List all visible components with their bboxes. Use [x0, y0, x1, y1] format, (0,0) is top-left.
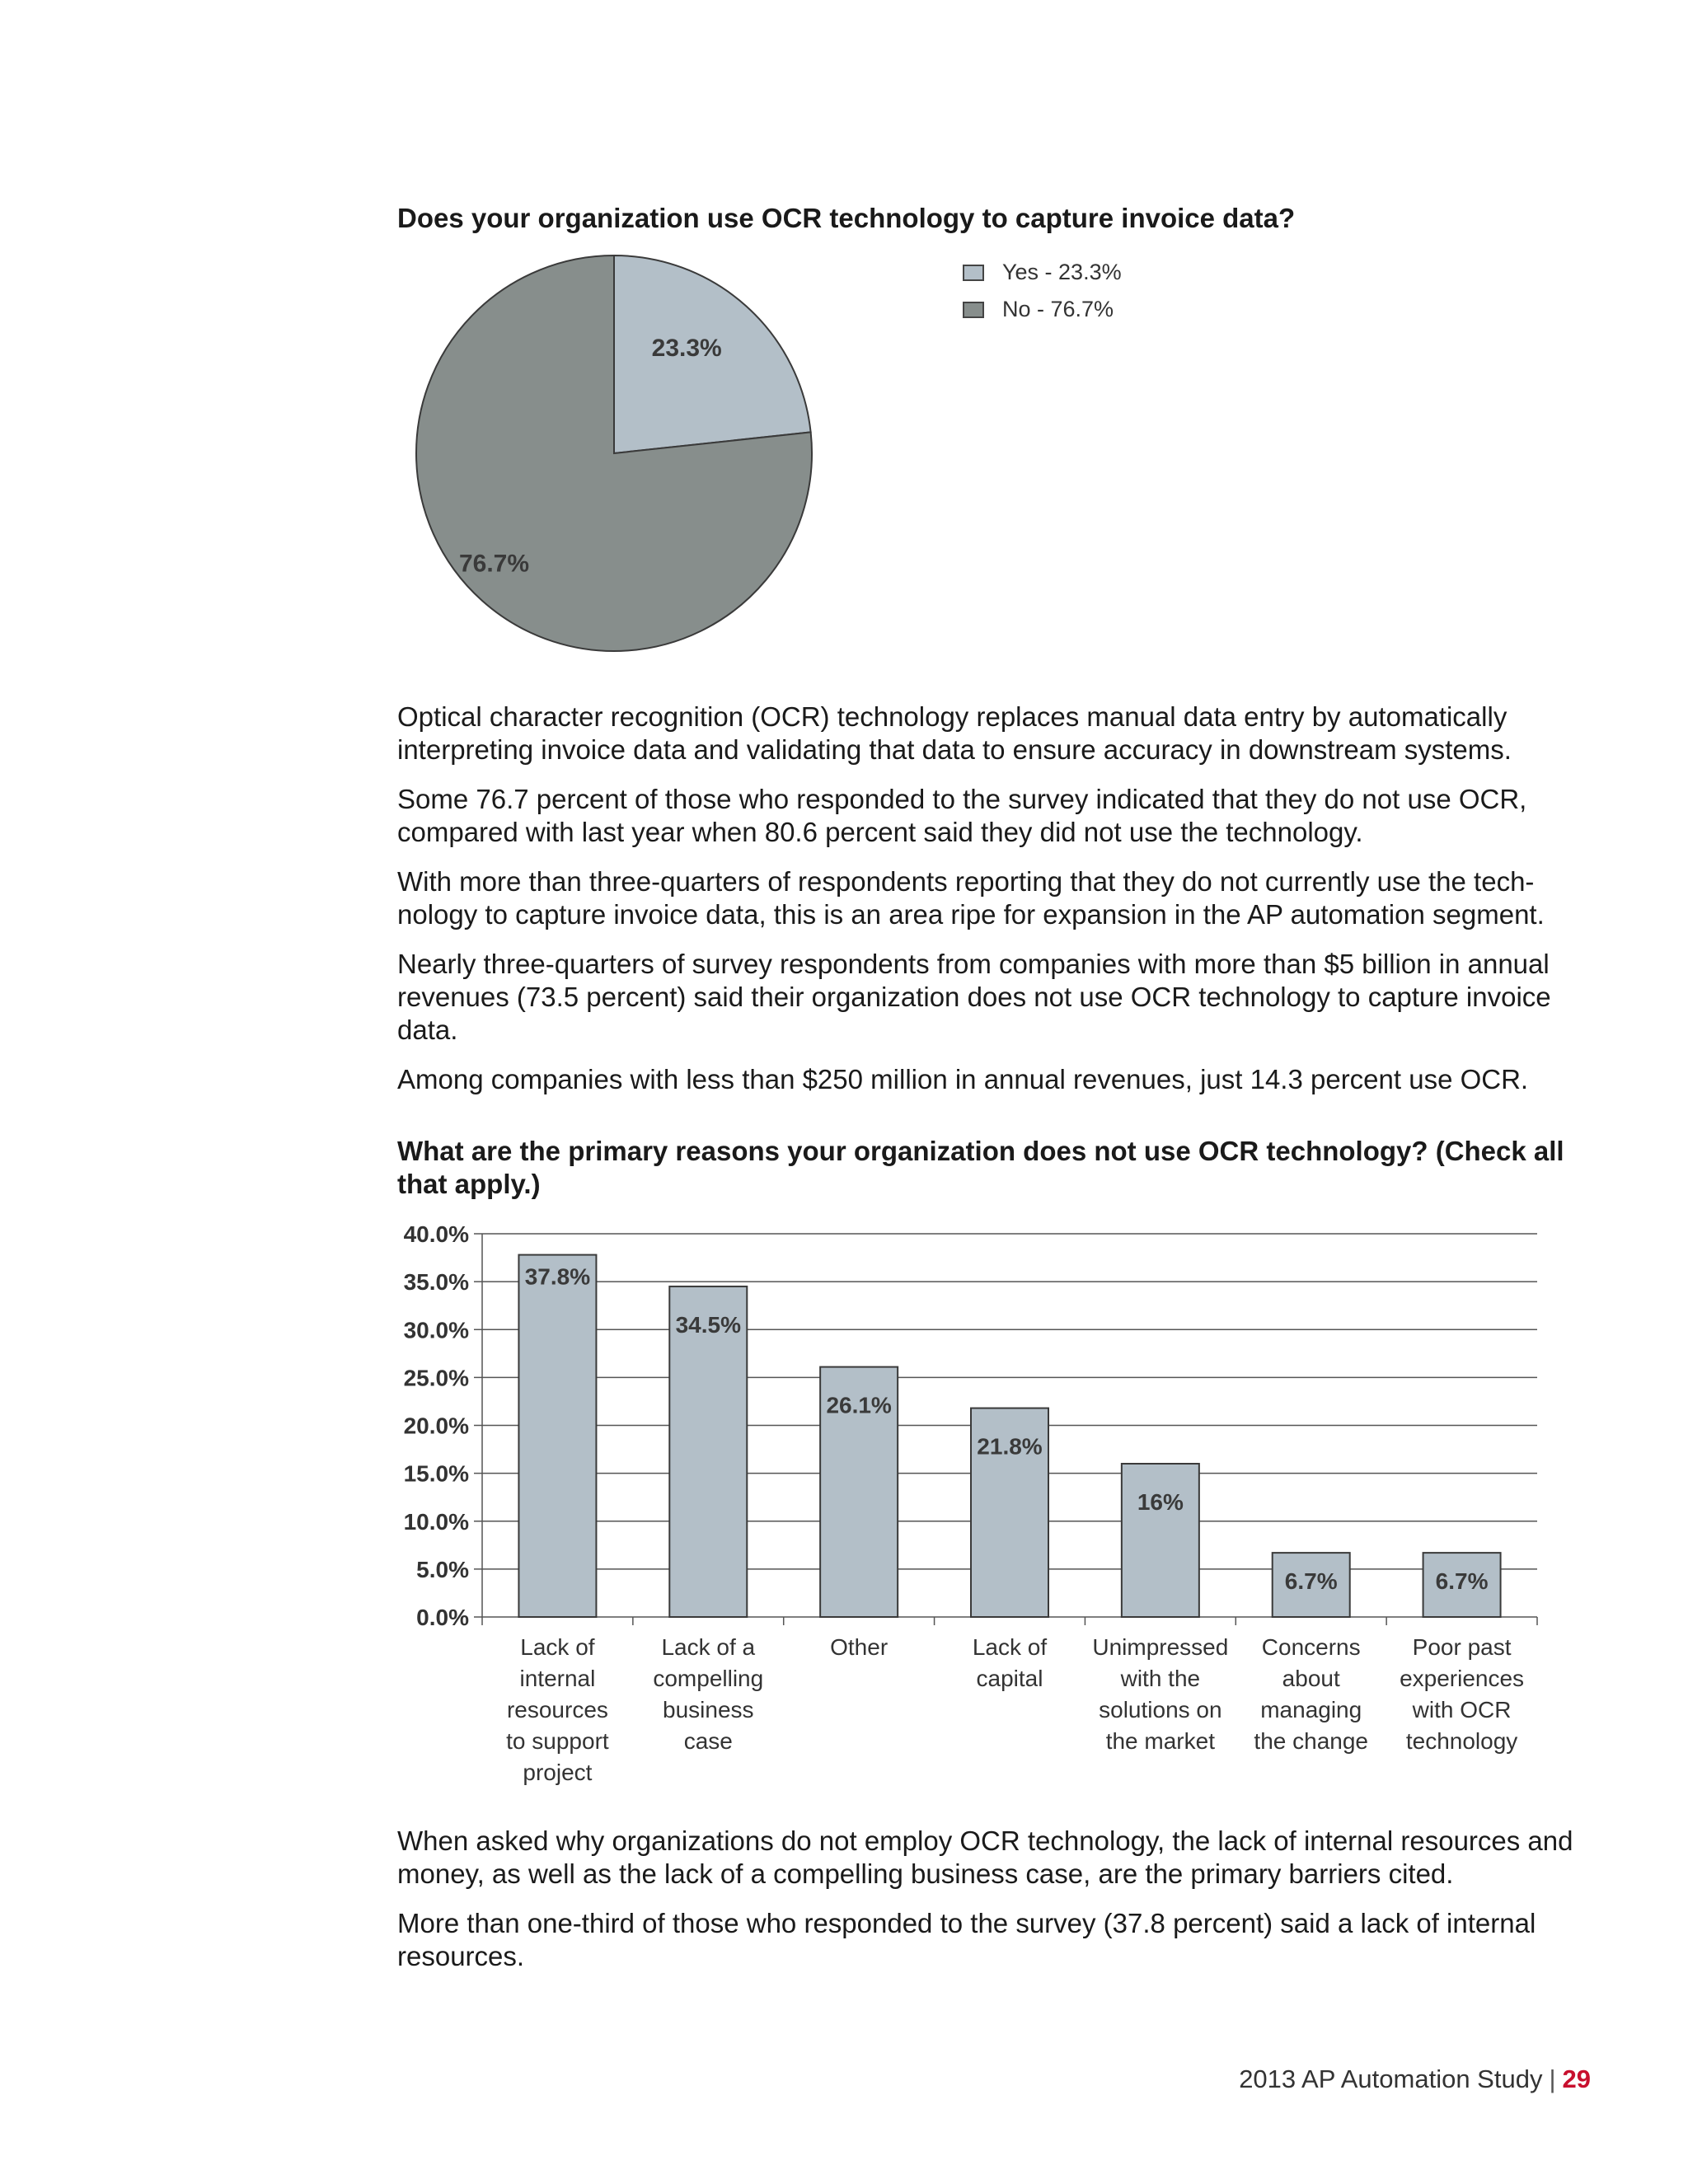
- paragraph: Among companies with less than $250 million in annual revenues, just 14.3 percent use OCR.: [397, 1064, 1529, 1094]
- body-text-section-2: [397, 1825, 1592, 1990]
- x-category-label-line: to support: [506, 1728, 609, 1754]
- paragraph: With more than three-quarters of respondents reporting that they do not currently use the technology to capture invoice data, this is an area ripe for expansion in the AP automation segment.: [397, 866, 1545, 930]
- bar-data-label: 16%: [1137, 1489, 1184, 1515]
- x-category-label-line: experiences: [1400, 1666, 1525, 1691]
- pie-data-label-no: 76.7%: [458, 550, 530, 578]
- x-category-label-line: case: [683, 1728, 733, 1754]
- y-tick-label: 5.0%: [416, 1556, 469, 1582]
- x-category-label: [1092, 1634, 1228, 1754]
- x-category-label-line: Lack of a: [661, 1634, 756, 1660]
- legend-label-yes: Yes - 23.3%: [1002, 260, 1122, 284]
- page-footer: [1239, 2064, 1591, 2094]
- paragraph: Some 76.7 percent of those who responded to the survey indicated that they do not use OCR, compared with last year when 80.6 percent said they did not use the technology.: [397, 784, 1527, 847]
- x-category-label: [830, 1634, 888, 1660]
- x-category-label-line: compelling: [653, 1666, 764, 1691]
- x-category-label-line: the market: [1105, 1728, 1215, 1754]
- legend-item-yes: [963, 254, 1122, 291]
- y-tick-label: 35.0%: [403, 1269, 469, 1296]
- x-category-label-line: about: [1282, 1666, 1340, 1691]
- pie-chart: [408, 251, 820, 663]
- bar-data-label: 6.7%: [1284, 1568, 1338, 1595]
- bar-5: [1122, 1464, 1199, 1617]
- x-category-label-line: Other: [830, 1634, 889, 1660]
- x-category-label-line: Concerns: [1261, 1634, 1361, 1660]
- bar-chart: [387, 1212, 1558, 1805]
- bar-1: [518, 1255, 596, 1617]
- legend-label-no: No - 76.7%: [1002, 297, 1114, 321]
- paragraph: Optical character recognition (OCR) technology replaces manual data entry by automatically interpreting invoice data and validating that data to ensure accuracy in downstream systems.: [397, 701, 1512, 765]
- page-number: 29: [1562, 2064, 1591, 2093]
- legend-swatch-no: [963, 302, 984, 318]
- y-tick-label: 40.0%: [403, 1221, 469, 1247]
- footer-separator: |: [1549, 2064, 1556, 2093]
- footer-title: 2013 AP Automation Study: [1239, 2064, 1543, 2093]
- x-category-label: [1400, 1634, 1524, 1754]
- paragraph: Nearly three-quarters of survey respondents from companies with more than $5 billion in annual revenues (73.5 percent) said their organization does not use OCR technology to capture invoice data.: [397, 949, 1551, 1045]
- x-category-label-line: managing: [1260, 1697, 1362, 1722]
- x-category-label-line: with OCR: [1412, 1697, 1512, 1722]
- pie-data-label-yes: 23.3%: [651, 334, 722, 362]
- x-category-label-line: the change: [1254, 1728, 1369, 1754]
- bar-chart-title: What are the primary reasons your organization does not use OCR technology? (Check all that apply.): [397, 1136, 1564, 1199]
- y-tick-label: 10.0%: [403, 1508, 469, 1535]
- x-category-label-line: Lack of: [972, 1634, 1048, 1660]
- legend-item-no: [963, 291, 1122, 328]
- y-tick-label: 0.0%: [416, 1605, 469, 1630]
- y-tick-label: 20.0%: [403, 1413, 469, 1439]
- x-category-label-line: capital: [976, 1666, 1043, 1691]
- x-category-label: [653, 1634, 763, 1754]
- x-category-label-line: resources: [506, 1697, 608, 1722]
- x-category-label-line: solutions on: [1099, 1697, 1222, 1722]
- x-category-label: [506, 1634, 609, 1785]
- bar-data-label: 26.1%: [826, 1392, 892, 1418]
- x-category-label-line: business: [663, 1697, 754, 1722]
- y-tick-label: 15.0%: [403, 1460, 469, 1487]
- x-category-label-line: technology: [1405, 1728, 1518, 1754]
- bar-data-label: 6.7%: [1435, 1568, 1489, 1595]
- x-category-label-line: Poor past: [1412, 1634, 1512, 1660]
- y-tick-label: 30.0%: [403, 1317, 469, 1343]
- y-tick-label: 25.0%: [403, 1365, 469, 1391]
- x-category-label-line: with the: [1120, 1666, 1201, 1691]
- bar-data-label: 34.5%: [675, 1311, 741, 1338]
- body-text-section-1: [397, 701, 1592, 1113]
- x-category-label: [1254, 1634, 1368, 1754]
- pie-chart-title: Does your organization use OCR technology to capture invoice data?: [397, 203, 1296, 233]
- paragraph: When asked why organizations do not employ OCR technology, the lack of internal resources and money, as well as the lack of a compelling business case, are the primary barriers cited.: [397, 1825, 1573, 1889]
- bar-data-label: 21.8%: [977, 1433, 1043, 1460]
- x-category-label-line: Lack of: [520, 1634, 595, 1660]
- paragraph: More than one-third of those who responded to the survey (37.8 percent) said a lack of internal resources.: [397, 1908, 1536, 1971]
- pie-legend: [963, 254, 1122, 328]
- bar-data-label: 37.8%: [524, 1263, 591, 1290]
- x-category-label-line: internal: [519, 1666, 596, 1691]
- legend-swatch-yes: [963, 265, 984, 281]
- x-category-label-line: Unimpressed: [1092, 1634, 1229, 1660]
- x-category-label-line: project: [523, 1760, 593, 1785]
- x-category-label: [973, 1634, 1047, 1691]
